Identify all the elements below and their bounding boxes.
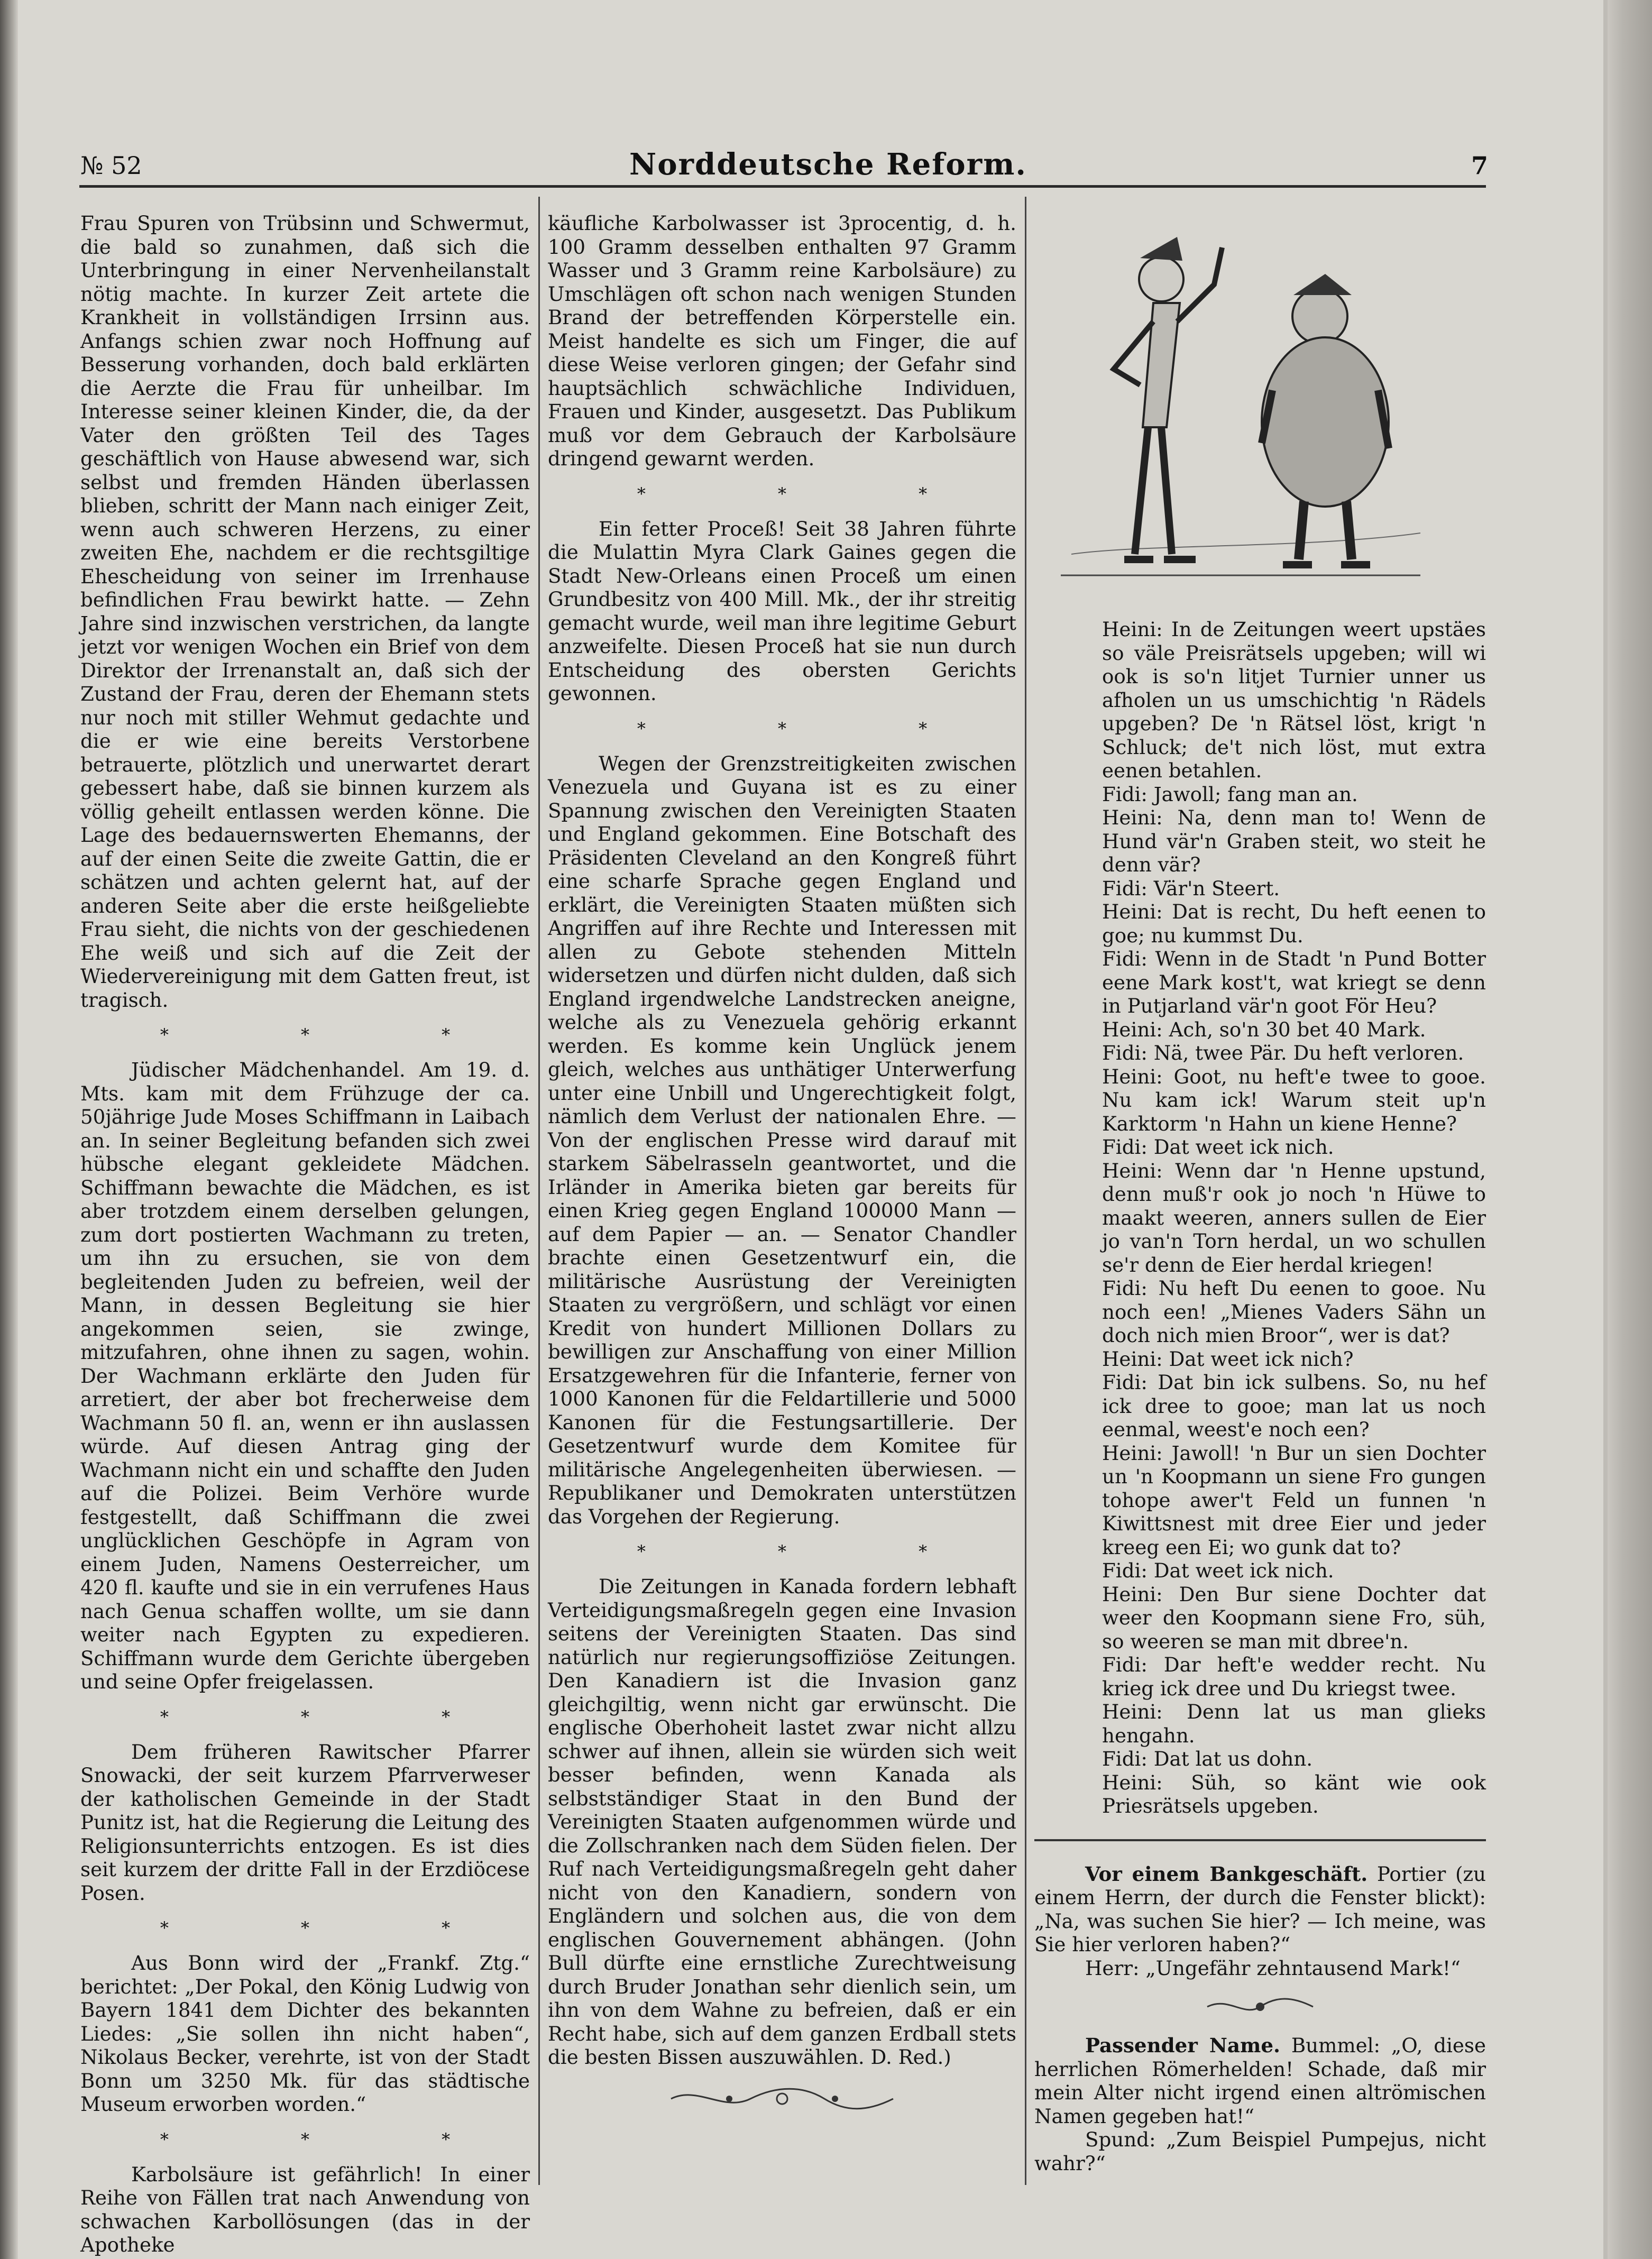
dialogue-line: Heini: Ach, so'n 30 bet 40 Mark. xyxy=(1102,1017,1426,1041)
ornament-icon xyxy=(666,2083,898,2115)
dialogue-line: Heini: Denn lat us man glieks hengahn. xyxy=(1102,1700,1486,1747)
column-rule-2 xyxy=(1025,197,1026,2185)
two-men-cartoon-icon xyxy=(1040,216,1442,607)
joke-bankgeschaeft xyxy=(1034,1862,1486,1957)
page-number: 7 xyxy=(1471,151,1488,180)
column-2 xyxy=(548,212,1016,2128)
ornament-vignette xyxy=(1034,1994,1486,2020)
dialogue-line: Heini: Dat weet ick nich? xyxy=(1102,1347,1354,1371)
article-kanada: Die Zeitungen in Kanada fordern lebhaft Verteidigungsmaßregeln gegen eine Invasion seitens der Vereinigten Staaten. Das sind natürlich nur regierungsoffiziöse Zeitungen. Den Kanadiern ist die Invasion ganz gleichgiltig, wenn nicht gar erwünscht. Die englische Oberhoheit lastet zwar nicht allzu schwer auf ihnen, allein sie würden sich weit besser befinden, wenn Kanada als selbstständiger Staat in den Bund der Vereinigten Staaten aufgenommen würde und die Zollschranken nach dem Süden fielen. Der Ruf nach Verteidigungsmaßregeln geht daher nicht von den Kanadiern, sondern von Engländern und solchen aus, die von dem englischen Gouvernement abhängen. (John Bull dürfte eine ernstliche Zurechtweisung durch Bruder Jonathan sehr dienlich sein, um ihn von dem Wahne zu befreien, daß er ein Recht habe, sich auf dem ganzen Erdball stets die besten Bissen auszuwählen. D. Red.) xyxy=(548,1575,1016,2069)
dialogue-line: Fidi: Dat weet ick nich. xyxy=(1102,1135,1334,1159)
dialogue-line: Fidi: Dat lat us dohn. xyxy=(1102,1747,1313,1770)
header-rule xyxy=(79,185,1486,188)
dialogue-line: Heini: Den Bur siene Dochter dat weer den Koopmann siene Fro, süh, so weeren se man mit dbree'n. xyxy=(1102,1582,1486,1653)
dialogue-line: Fidi: Vär'n Steert. xyxy=(1102,876,1280,900)
dialogue-block xyxy=(1034,618,1486,1818)
joke-text: Bummel: „O, diese herrlichen Römerhelden! Schade, daß mir mein Alter nicht irgend einen altrömischen Namen gegeben hat!“ xyxy=(1034,2034,1486,2128)
separator-stars: * * * xyxy=(160,1706,514,1727)
dialogue-line: Fidi: Wenn in de Stadt 'n Pund Botter eene Mark kost't, wat kriegt se denn in Putjarland vär'n goot För Heu? xyxy=(1102,947,1486,1017)
ornament-vignette xyxy=(548,2083,1016,2115)
separator-stars: * * * xyxy=(637,483,991,504)
column-rule-1 xyxy=(538,197,540,2185)
dialogue-line: Heini: Süh, so känt wie ook Priesrätsels upgeben. xyxy=(1102,1770,1486,1817)
masthead-title: Norddeutsche Reform. xyxy=(629,147,1027,182)
column-3 xyxy=(1034,216,1486,2175)
article-bonn: Aus Bonn wird der „Frankf. Ztg.“ berichtet: „Der Pokal, den König Ludwig von Bayern 1841 dem Dichter des bekannten Liedes: „Sie sollen ihn nicht haben“, Nikolaus Becker, verehrte, ist von der Stadt Bonn um 3250 Mk. für das städtische Museum erworben worden.“ xyxy=(80,1951,530,2116)
dialogue-line: Fidi: Dar heft'e wedder recht. Nu krieg ick dree und Du kriegst twee. xyxy=(1102,1653,1486,1700)
dialogue-line: Fidi: Dat weet ick nich. xyxy=(1102,1559,1334,1582)
joke-passender-name xyxy=(1034,2034,1486,2128)
dialogue-line: Heini: Na, denn man to! Wenn de Hund vär'n Graben steit, wo steit he denn vär? xyxy=(1102,806,1486,876)
cartoon-illustration xyxy=(1040,216,1442,607)
separator-stars: * * * xyxy=(637,1541,991,1562)
column-1 xyxy=(80,212,530,2257)
article-maedchenhandel: Jüdischer Mädchenhandel. Am 19. d. Mts. kam mit dem Frühzuge der ca. 50jährige Jude Moses Schiffmann in Laibach an. In seiner Begleitung befanden sich zwei hübsche elegant gekleidete Mädchen. Schiffmann bewachte die Mädchen, es ist aber trotzdem einem derselben gelungen, zum dort postierten Wachmann zu treten, um ihn zu ersuchen, sie von dem begleitenden Juden zu befreien, weil der Mann, in dessen Begleitung sie hier angekommen seien, sie zwinge, mitzufahren, ohne ihnen zu sagen, wohin. Der Wachmann erklärte den Juden für arretiert, der aber bot frecherweise dem Wachmann 50 fl. an, wenn er ihn auslassen würde. Auf diesen Antrag ging der Wachmann nicht ein und schaffte den Juden auf die Polizei. Beim Verhöre wurde festgestellt, daß Schiffmann die zwei unglücklichen Geschöpfe in Agram von einem Juden, Namens Oesterreicher, um 420 fl. kaufte und sie in ein verrufenes Haus nach Genua schaffen wollte, um sie dann weiter nach Egypten zu expedieren. Schiffmann wurde dem Gerichte übergeben und seine Opfer freigelassen. xyxy=(80,1058,530,1693)
article-snowacki: Dem früheren Rawitscher Pfarrer Snowacki, der seit kurzem Pfarrverweser der katholischen Gemeinde in der Stadt Punitz ist, hat die Regierung die Leitung des Religionsunterrichts entzogen. Es ist dies seit kurzem der dritte Fall in der Erzdiöcese Posen. xyxy=(80,1740,530,1905)
binding-spine xyxy=(0,0,18,2259)
ornament-icon xyxy=(1202,1994,1318,2020)
article-proceß: Ein fetter Proceß! Seit 38 Jahren führte die Mulattin Myra Clark Gaines gegen die Stadt New-Orleans einen Proceß um einen Grundbesitz von 400 Mill. Mk., der ihr streitig gemacht wurde, weil man ihre legitime Geburt anzweifelte. Diesen Proceß hat sie nun durch Entscheidung des obersten Gerichts gewonnen. xyxy=(548,517,1016,705)
separator-stars: * * * xyxy=(637,718,991,739)
dialogue-line: Heini: Wenn dar 'n Henne upstund, denn muß'r ook jo noch 'n Hüwe to maakt weeren, anners sullen de Eier jo van'n Torn herdal, un wo schullen se'r denn de Eier herdal kriegen! xyxy=(1102,1159,1486,1277)
dialogue-line: Fidi: Jawoll; fang man an. xyxy=(1102,782,1358,806)
article-venezuela: Wegen der Grenzstreitigkeiten zwischen Venezuela und Guyana ist es zu einer Spannung zwischen den Vereinigten Staaten und England gekommen. Eine Botschaft des Präsidenten Cleveland an den Kongreß führt eine scharfe Sprache gegen England und erklärt, die Vereinigten Staaten müßten sich Angriffen auf ihre Rechte und Interessen mit allen zu Gebote stehenden Mitteln widersetzen und dürfen nicht dulden, daß sich England irgendwelche Landstrecken aneigne, welche als zu Venezuela gehörig erkannt werden. Es komme kein Unglück jenem gleich, welches aus unthätiger Unterwerfung unter eine Unbill und Ungerechtigkeit folgt, nämlich dem Verlust der nationalen Ehre. — Von der englischen Presse wird darauf mit starkem Säbelrasseln geantwortet, und die Irländer in Amerika bieten gar bereits für einen Krieg gegen England 100000 Mann — auf dem Papier — an. — Senator Chandler brachte einen Gesetzentwurf ein, die militärische Ausrüstung der Vereinigten Staaten zu vergrößern, und schlägt vor einen Kredit von hundert Millionen Dollars zu bewilligen zur Anschaffung von einer Million Ersatzgewehren für die Infanterie, ferner von 1000 Kanonen für die Feldartillerie und 5000 Kanonen für die Festungsartillerie. Der Gesetzentwurf wurde dem Komitee für militärische Angelegenheiten überwiesen. — Republikaner und Demokraten unterstützen das Vorgehen der Regierung. xyxy=(548,751,1016,1528)
separator-stars: * * * xyxy=(160,1025,514,1045)
joke-reply: Spund: „Zum Beispiel Pumpejus, nicht wahr?“ xyxy=(1034,2128,1486,2175)
dialogue-line: Fidi: Nu heft Du eenen to gooe. Nu noch een! „Mienes Vaders Sähn un doch nich mien Broor“, wer is dat? xyxy=(1102,1277,1486,1347)
article-karbol-start: Karbolsäure ist gefährlich! In einer Reihe von Fällen trat nach Anwendung von schwachen Karbollösungen (das in der Apotheke xyxy=(80,2162,530,2256)
joke-text: Portier (zu einem Herrn, der durch die Fenster blickt): „Na, was suchen Sie hier? — Ich meine, was Sie hier verloren haben?“ xyxy=(1034,1862,1486,1956)
dialogue-line: Heini: Goot, nu heft'e twee to gooe. Nu kam ick! Warum steit up'n Karktorm 'n Hahn un kiene Henne? xyxy=(1102,1064,1486,1135)
dialogue-line: Fidi: Dat bin ick sulbens. So, nu hef ick dree to gooe; man lat us noch eenmal, weest'e noch een? xyxy=(1102,1371,1486,1441)
joke-title: Passender Name. xyxy=(1085,2034,1280,2057)
dialogue-line: Heini: In de Zeitungen weert upstäes so väle Preisrätsels upgeben; will wi ook is so'n litjet Turnier unner us afholen un us umschichtig 'n Rädels upgeben? De 'n Rätsel löst, krigt 'n Schluck; de't nich löst, mut extra eenen betahlen. xyxy=(1102,618,1486,782)
dialogue-line: Fidi: Nä, twee Pär. Du heft verloren. xyxy=(1102,1041,1464,1064)
dialogue-line: Heini: Jawoll! 'n Bur un sien Dochter un 'n Koopmann un siene Fro gungen tohope awer't Feld un funnen 'n Kiwittsnest mit dree Eier und jeder kreeg een Ei; wo gunk dat to? xyxy=(1102,1441,1486,1559)
article-continuation: Frau Spuren von Trübsinn und Schwermut, die bald so zunahmen, daß sich die Unterbringung in einer Nervenheilanstalt nötig machte. In kurzer Zeit artete die Krankheit in vollständigen Irrsinn aus. Anfangs schien zwar noch Hoffnung auf Besserung vorhanden, doch bald erklärten die Aerzte die Frau für unheilbar. Im Interesse seiner kleinen Kinder, die, da der Vater den größten Teil des Tages geschäftlich von Hause abwesend war, sich selbst und fremden Händen überlassen blieben, schritt der Mann nach einiger Zeit, wenn auch schweren Herzens, zu einer zweiten Ehe, nachdem er die rechtsgiltige Ehescheidung von seiner im Irrenhause befindlichen Frau bewirkt hatte. — Zehn Jahre sind inzwischen verstrichen, da langte jetzt vor wenigen Wochen ein Brief von dem Direktor der Irrenanstalt an, daß sich der Zustand der Frau, deren der Ehemann stets nur noch mit stiller Wehmut gedachte und die er wie eine bereits Verstorbene betrauerte, plötzlich und unerwartet derart gebessert habe, daß sie binnen kurzem als völlig geheilt entlassen werden könne. Die Lage des bedauernswerten Ehemanns, der auf der einen Seite die zweite Gattin, die er schätzen und achten gelernt hat, auf der anderen Seite aber die erste heißgeliebte Frau sieht, die nichts von der geschiedenen Ehe weiß und sich auf die Zeit der Wiedervereinigung mit dem Gatten freut, ist tragisch. xyxy=(80,212,530,1012)
joke-title: Vor einem Bankgeschäft. xyxy=(1085,1862,1368,1886)
joke-reply: Herr: „Ungefähr zehntausend Mark!“ xyxy=(1085,1956,1461,1980)
separator-stars: * * * xyxy=(160,2129,514,2150)
separator-stars: * * * xyxy=(160,1918,514,1938)
article-karbol-end: käufliche Karbolwasser ist 3procentig, d. h. 100 Gramm desselben enthalten 97 Gramm Wasser und 3 Gramm reine Karbolsäure) zu Umschlägen oft schon nach wenigen Stunden Brand der betreffenden Körperstelle ein. Meist handelte es sich um Finger, die auf diese Weise verloren gingen; der Gefahr sind hauptsächlich schwächliche Individuen, Frauen und Kinder, ausgesetzt. Das Publikum muß vor dem Gebrauch der Karbolsäure dringend gewarnt werden. xyxy=(548,212,1016,470)
section-rule xyxy=(1034,1839,1486,1841)
paper-edge xyxy=(1603,0,1652,2259)
dialogue-line: Heini: Dat is recht, Du heft eenen to goe; nu kummst Du. xyxy=(1102,900,1486,947)
issue-number: № 52 xyxy=(80,151,142,180)
